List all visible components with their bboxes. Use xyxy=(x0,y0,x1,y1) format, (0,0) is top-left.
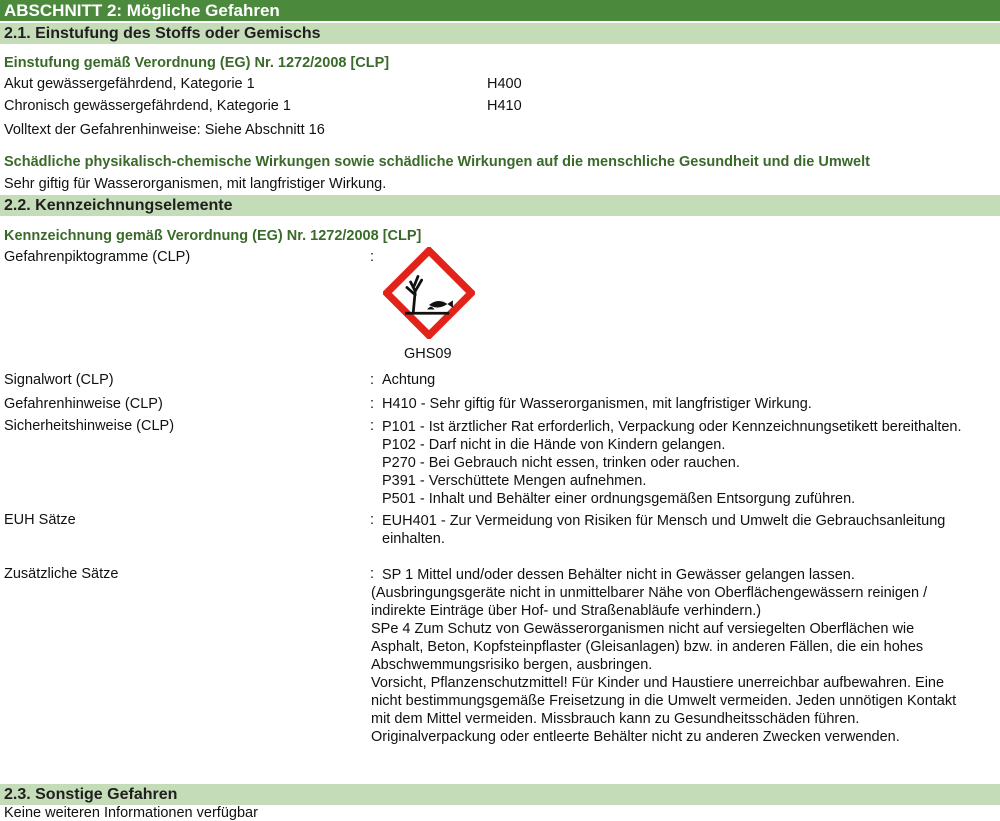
subsection-title-2-1: 2.1. Einstufung des Stoffs oder Gemischs xyxy=(0,23,1000,44)
colon: : xyxy=(370,249,375,265)
euh-line: einhalten. xyxy=(382,531,445,547)
extra-line: nicht bestimmungsgemäße Freisetzung in die Umwelt vermeiden. Jeden unnötigen Kontakt xyxy=(371,693,957,709)
classification-code-1: H400 xyxy=(487,76,522,92)
extra-line: mit dem Mittel vermeiden. Missbrauch kann zu Gesundheitsschäden führen. xyxy=(371,711,860,727)
pictogram-label: Gefahrenpiktogramme (CLP) xyxy=(4,249,191,265)
hazard-label: Gefahrenhinweise (CLP) xyxy=(4,396,163,412)
extra-line: indirekte Einträge über Hof- und Straßenabläufe verhindern.) xyxy=(371,603,762,619)
precaution-item: P501 - Inhalt und Behälter einer ordnungsgemäßen Entsorgung zuführen. xyxy=(382,491,856,507)
subsection-title-2-2: 2.2. Kennzeichnungselemente xyxy=(0,195,1000,216)
colon: : xyxy=(370,512,375,528)
euh-line: EUH401 - Zur Vermeidung von Risiken für Mensch und Umwelt die Gebrauchsanleitung xyxy=(382,513,946,529)
extra-line: SPe 4 Zum Schutz von Gewässerorganismen nicht auf versiegelten Oberflächen wie xyxy=(371,621,915,637)
classification-label-1: Akut gewässergefährdend, Kategorie 1 xyxy=(4,76,255,92)
extra-label: Zusätzliche Sätze xyxy=(4,566,119,582)
effects-subhead: Schädliche physikalisch-chemische Wirkungen sowie schädliche Wirkungen auf die menschliche Gesundheit und die Umwelt xyxy=(4,154,870,170)
volltext-note: Volltext der Gefahrenhinweise: Siehe Abschnitt 16 xyxy=(4,122,325,138)
subsection-title-2-3: 2.3. Sonstige Gefahren xyxy=(0,784,1000,805)
classification-label-2: Chronisch gewässergefährdend, Kategorie 1 xyxy=(4,98,291,114)
colon: : xyxy=(370,396,375,412)
labelling-subhead: Kennzeichnung gemäß Verordnung (EG) Nr. 1272/2008 [CLP] xyxy=(4,228,422,244)
extra-line: Abschwemmungsrisiko bergen, ausbringen. xyxy=(371,657,653,673)
other-hazards-text: Keine weiteren Informationen verfügbar xyxy=(4,805,258,821)
signal-value: Achtung xyxy=(382,372,436,388)
euh-block xyxy=(382,512,945,548)
colon: : xyxy=(370,372,375,388)
signal-label: Signalwort (CLP) xyxy=(4,372,114,388)
precaution-list xyxy=(382,418,962,508)
colon: : xyxy=(370,418,375,434)
precaution-item: P391 - Verschüttete Mengen aufnehmen. xyxy=(382,473,647,489)
precaution-item: P101 - Ist ärztlicher Rat erforderlich, Verpackung oder Kennzeichnungsetikett bereithalten. xyxy=(382,419,962,435)
hazard-value: H410 - Sehr giftig für Wasserorganismen, mit langfristiger Wirkung. xyxy=(382,396,812,412)
precaution-item: P102 - Darf nicht in die Hände von Kindern gelangen. xyxy=(382,437,726,453)
pictogram-code: GHS09 xyxy=(404,346,452,362)
extra-line: (Ausbringungsgeräte nicht in unmittelbarer Nähe von Oberflächengewässern reinigen / xyxy=(371,585,928,601)
extra-line: Asphalt, Beton, Kopfsteinpflaster (Gleisanlagen) bzw. in anderen Fällen, die ein hohes xyxy=(371,639,924,655)
effects-text: Sehr giftig für Wasserorganismen, mit langfristiger Wirkung. xyxy=(4,176,387,192)
extra-line: Originalverpackung oder entleerte Behälter nicht zu anderen Zwecken verwenden. xyxy=(371,729,900,745)
extra-first-line: SP 1 Mittel und/oder dessen Behälter nicht in Gewässer gelangen lassen. xyxy=(382,567,855,583)
euh-label: EUH Sätze xyxy=(4,512,76,528)
section-title: ABSCHNITT 2: Mögliche Gefahren xyxy=(0,0,1000,21)
precaution-label: Sicherheitshinweise (CLP) xyxy=(4,418,175,434)
classification-subhead: Einstufung gemäß Verordnung (EG) Nr. 1272/2008 [CLP] xyxy=(4,55,390,71)
precaution-item: P270 - Bei Gebrauch nicht essen, trinken oder rauchen. xyxy=(382,455,740,471)
environment-hazard-icon xyxy=(383,247,475,339)
classification-code-2: H410 xyxy=(487,98,522,114)
extra-block xyxy=(371,584,956,746)
colon: : xyxy=(370,566,375,582)
extra-line: Vorsicht, Pflanzenschutzmittel! Für Kinder und Haustiere unerreichbar aufbewahren. Eine xyxy=(371,675,945,691)
